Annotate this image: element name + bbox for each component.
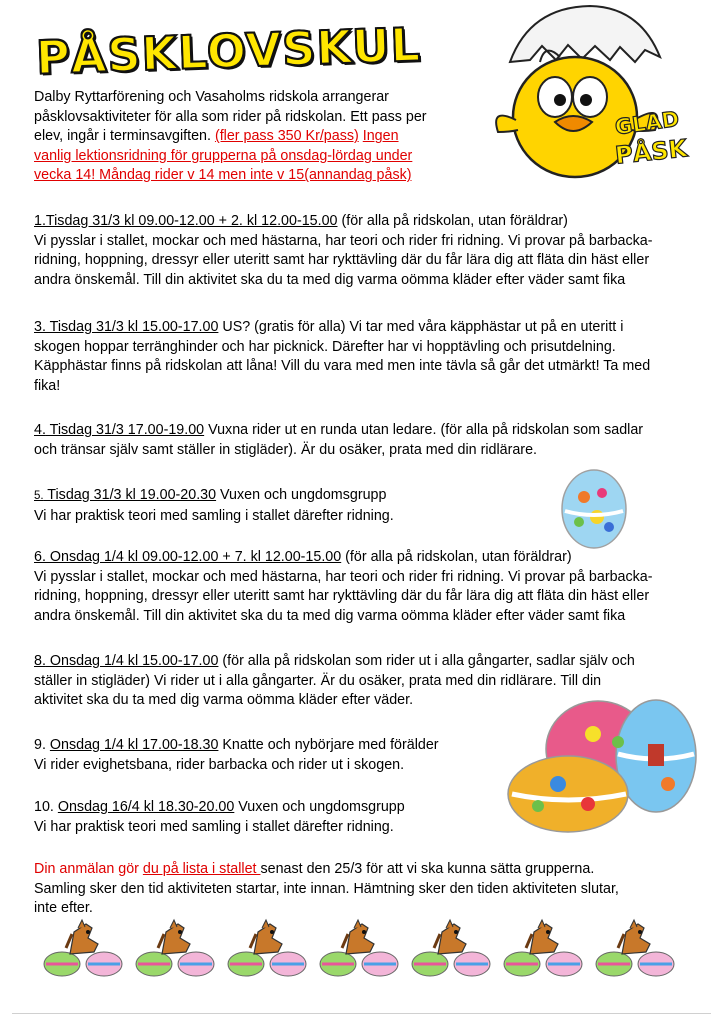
activity-line: ställer in stigläder) Vi rider ut i alla gångarter. Är du osäker, prata med din ridlärare. Till din (34, 672, 602, 689)
activity-audience: Vuxna rider ut en runda utan ledare. (för alla på ridskolan som sadlar (204, 422, 644, 438)
activity-item (34, 798, 405, 837)
intro-paragraph (34, 88, 427, 186)
easter-egg-icon (557, 467, 631, 551)
easter-eggs-icon (498, 694, 708, 839)
no-lessons-line: vecka 14! Måndag rider v 14 men inte v 15(annandag påsk) (34, 167, 412, 184)
activity-audience: Vuxen och ungdomsgrupp (234, 799, 405, 815)
activity-time: 1.Tisdag 31/3 kl 09.00-12.00 + 2. kl 12.00-15.00 (34, 213, 338, 229)
chick-sign-line2: PÅSK (613, 134, 689, 170)
registration-deadline: senast den 25/3 för att vi ska kunna sätta grupperna. (260, 861, 595, 877)
chick-egg-icon (470, 2, 700, 202)
activity-time: 6. Onsdag 1/4 kl 09.00-12.00 + 7. kl 12.00-15.00 (34, 549, 342, 565)
activity-item (34, 486, 394, 526)
activity-time: Onsdag 16/4 kl 18.30-20.00 (57, 799, 235, 815)
activity-line: och tränsar själv samt ställer in stigläder). Är du osäker, prata med din ridlärare. (34, 441, 537, 458)
activity-audience: Knatte och nybörjare med förälder (218, 737, 439, 753)
pickup-line: inte efter. (34, 900, 93, 917)
activity-item (34, 318, 650, 396)
activity-line: andra önskemål. Till din aktivitet ska du ta med dig varma oömma kläder efter väder samt fika (34, 607, 626, 624)
activity-time: 3. Tisdag 31/3 kl 15.00-17.00 (34, 319, 219, 335)
activity-audience: Vuxen och ungdomsgrupp (216, 487, 387, 503)
activity-number: 9. (34, 737, 50, 753)
activity-line: andra önskemål. Till din aktivitet ska du ta med dig varma oömma kläder efter väder samt fika (34, 271, 626, 288)
activity-line: fika! (34, 377, 61, 394)
registration-list: du på lista i stallet (142, 861, 261, 877)
activity-line: ridning, hoppning, dressyr eller uteritt samt har rykttävling där du får lära dig att fläta din häst eller (34, 588, 650, 605)
activity-line: Käpphästar finns på ridskolan att låna! Vill du vara med men inte tävla så går det utmärkt! Ta med (34, 358, 651, 375)
registration-red: Din anmälan gör (34, 861, 143, 877)
activity-line: Vi har praktisk teori med samling i stallet därefter ridning. (34, 818, 394, 835)
activity-number: 4. (34, 422, 46, 438)
activity-line: skogen hoppar terränghinder och har picknick. Därefter har vi hopptävling och prisutdelning. (34, 338, 616, 355)
activity-item (34, 212, 653, 290)
activity-audience: (för alla på ridskolan, utan föräldrar) (337, 213, 568, 229)
activity-line: ridning, hoppning, dressyr eller uteritt samt har rykttävling där du får lära dig att fläta din häst eller (34, 252, 650, 269)
intro-line-text: elev, ingår i terminsavgiften. (34, 128, 211, 145)
activity-number: 10. (34, 799, 58, 815)
activity-audience: US? (gratis för alla) Vi tar med våra käpphästar ut på en uteritt i (218, 319, 624, 335)
activity-time: Tisdag 31/3 kl 19.00-20.30 (43, 487, 217, 503)
price-note: (fler pass 350 Kr/pass) (214, 128, 359, 145)
activity-line: Vi har praktisk teori med samling i stallet därefter ridning. (34, 507, 394, 524)
intro-line: Dalby Ryttarförening och Vasaholms ridskola arrangerar (34, 89, 389, 105)
page-title: PÅSKLOVSKUL (35, 17, 422, 85)
activity-time: Onsdag 1/4 kl 17.00-18.30 (49, 737, 219, 753)
chick-sign-line1: GLAD (613, 106, 681, 140)
activity-number: 8. (34, 653, 46, 669)
activity-item (34, 736, 439, 775)
activity-number: 5. (34, 490, 44, 502)
activity-item (34, 548, 653, 626)
activity-line: aktivitet ska du ta med dig varma oömma kläder efter väder. (34, 692, 414, 709)
no-lessons-note: Ingen (362, 128, 399, 145)
activity-line: Vi pysslar i stallet, mockar och med hästarna, har teori och rider fri ridning. Vi provar på barbacka- (34, 232, 653, 249)
activity-audience: (för alla på ridskolan, utan föräldrar) (341, 549, 572, 565)
activity-time: Tisdag 31/3 17.00-19.00 (45, 422, 205, 438)
page-bottom-rule (12, 1013, 711, 1014)
no-lessons-line: vanlig lektionsridning för grupperna på onsdag-lördag under (34, 147, 413, 164)
intro-line: påsklovsaktiviteter för alla som rider på ridskolan. Ett pass per (34, 108, 427, 125)
horse-egg-border-icon (42, 918, 692, 982)
activity-item (34, 421, 643, 460)
pickup-line: Samling sker den tid aktiviteten startar, inte innan. Hämtning sker den tiden aktiviteten slutar, (34, 880, 619, 897)
activity-line: Vi rider evighetsbana, rider barbacka och rider ut i skogen. (34, 756, 405, 773)
activity-audience: (för alla på ridskolan som rider ut i alla gångarter, sadlar själv och (218, 653, 635, 669)
activity-time: Onsdag 1/4 kl 15.00-17.00 (45, 653, 219, 669)
activity-line: Vi pysslar i stallet, mockar och med hästarna, har teori och rider fri ridning. Vi provar på barbacka- (34, 568, 653, 585)
intro-line (34, 127, 427, 147)
registration-note (34, 860, 619, 919)
